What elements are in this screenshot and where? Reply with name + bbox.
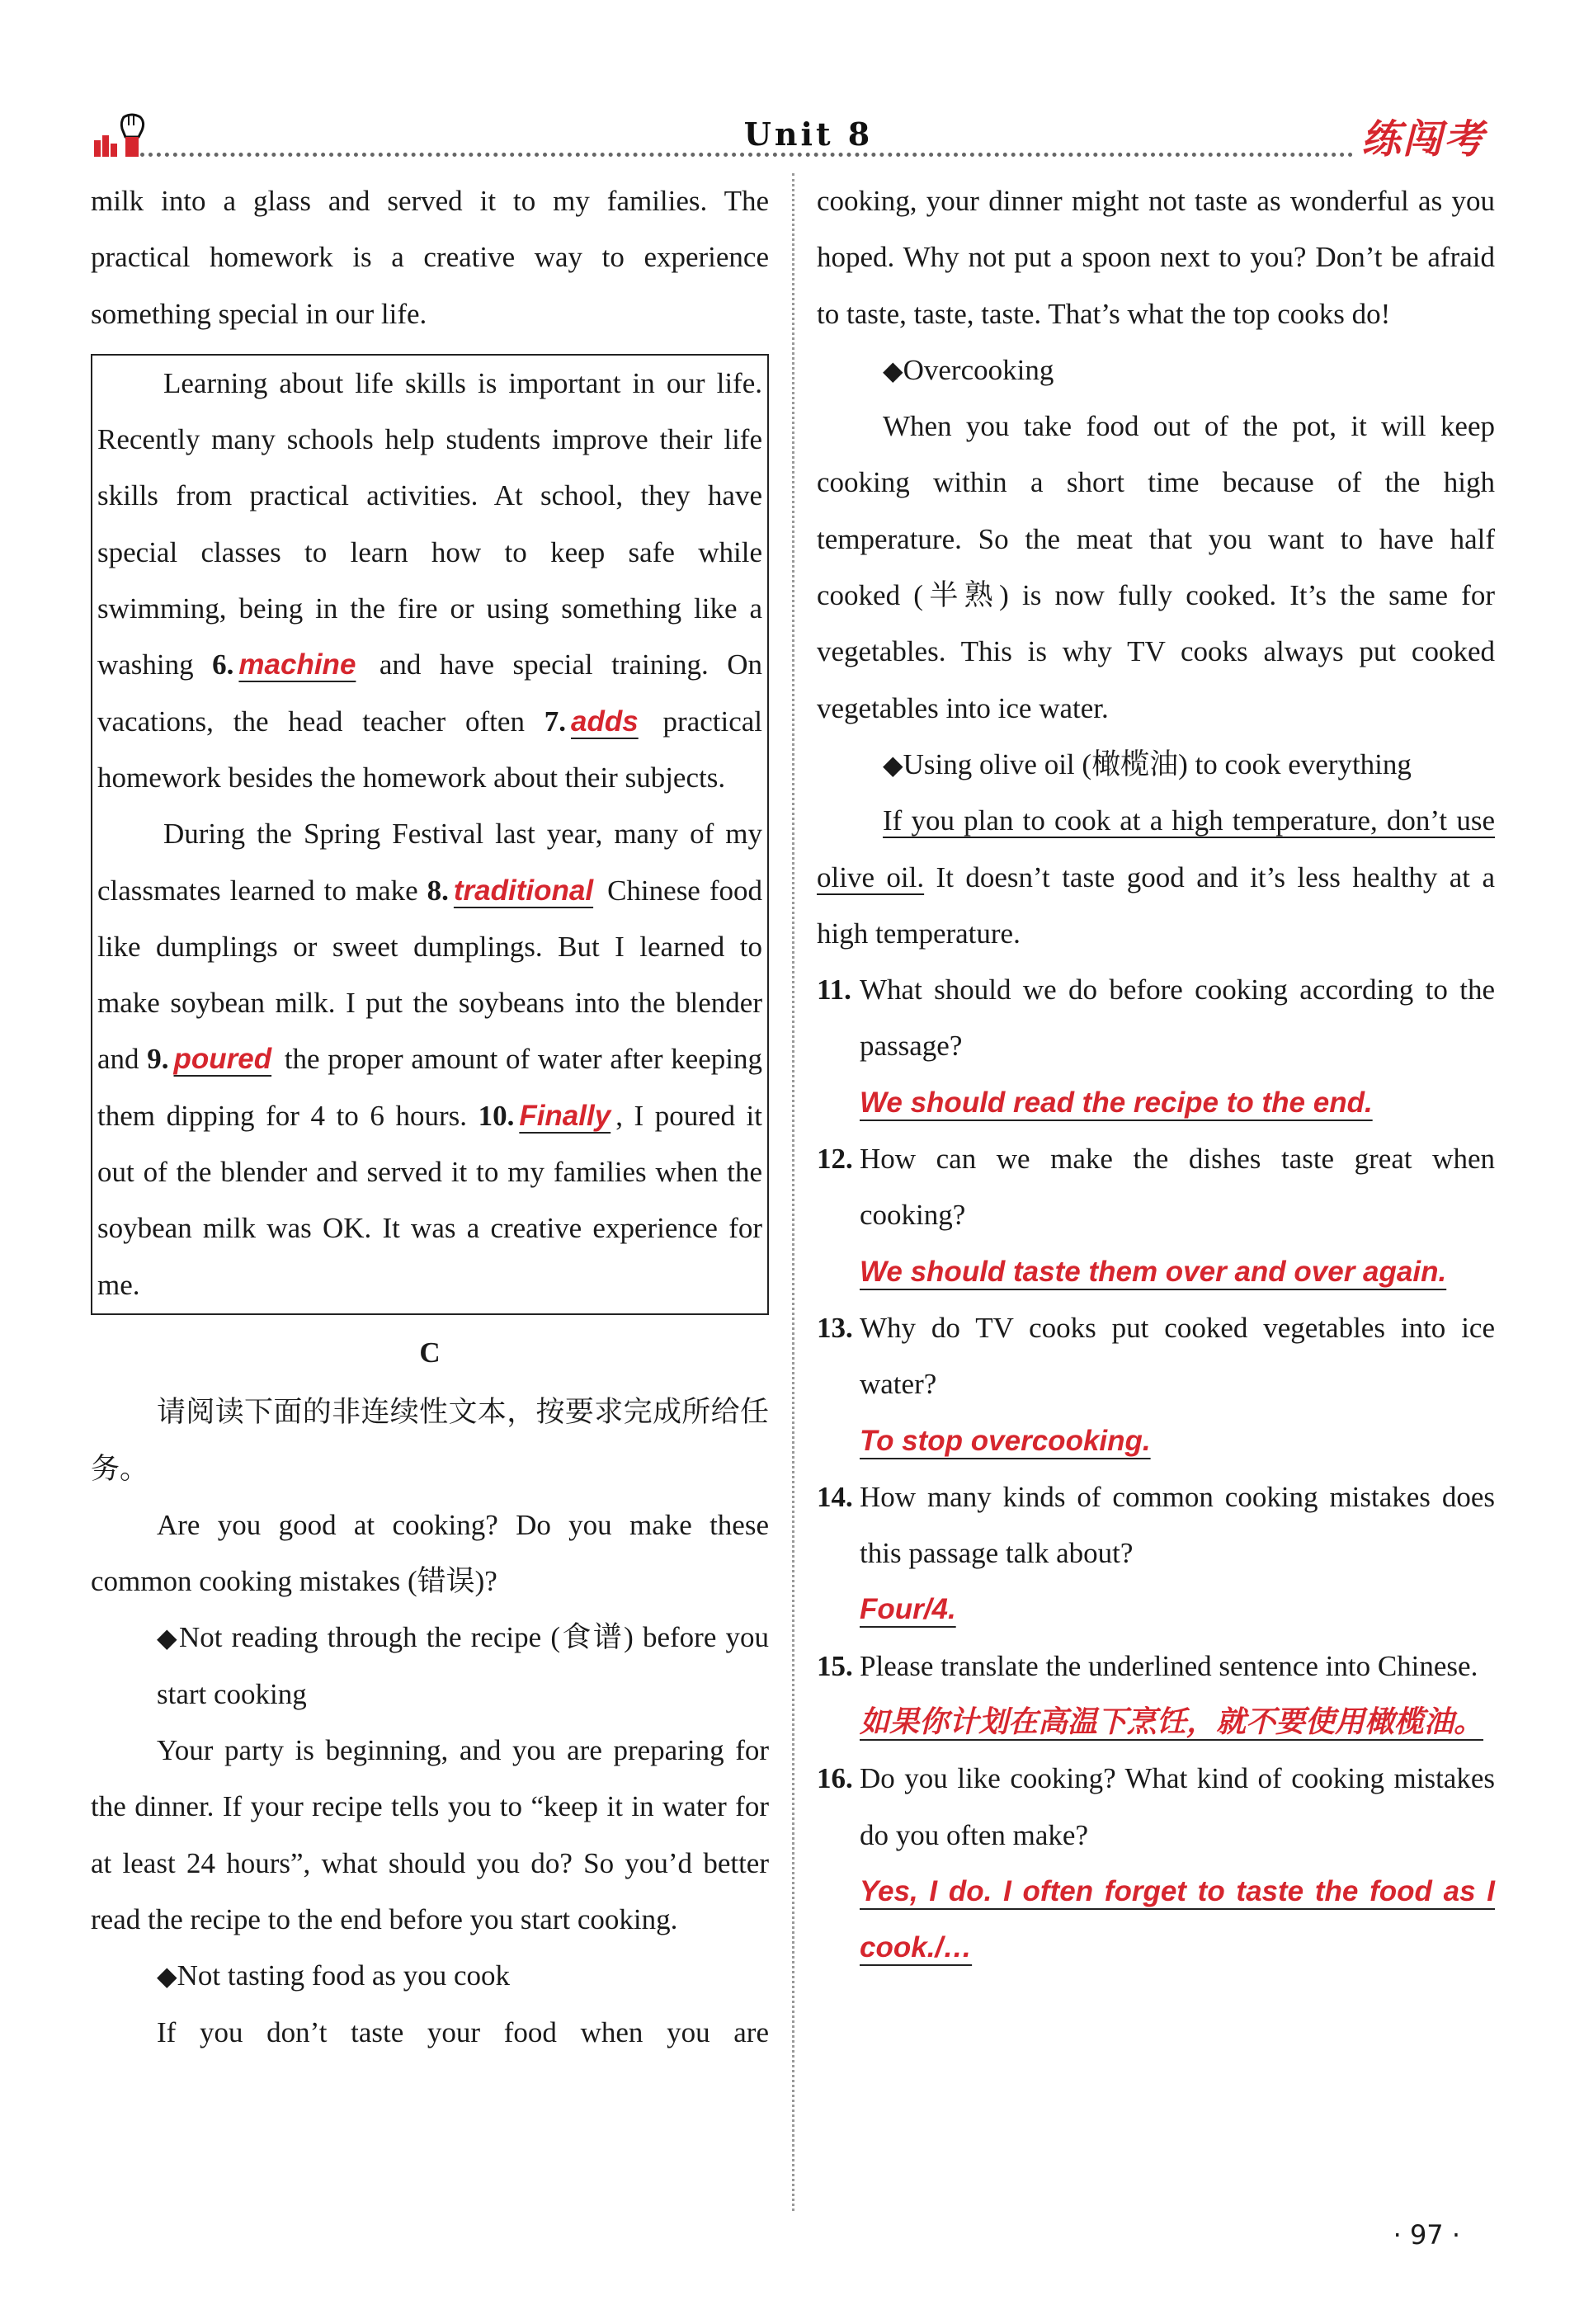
heading-text: Overcooking xyxy=(903,353,1054,386)
question-text: What should we do before cooking according to the passage? xyxy=(860,973,1495,1063)
text-span: practical homework besides the homework about their subjects. xyxy=(97,705,763,794)
heading-text: Using olive oil (橄榄油) to cook everything xyxy=(903,747,1412,780)
diamond-bullet-icon: ◆ xyxy=(157,1623,180,1653)
question-number: 11. xyxy=(817,973,851,1006)
question-text: How many kinds of common cooking mistakes does this passage talk about? xyxy=(860,1480,1495,1570)
diamond-bullet-icon: ◆ xyxy=(157,1961,177,1992)
box-paragraph-1 xyxy=(97,356,762,806)
mistake-paragraph-1: Your party is beginning, and you are preparing for the dinner. If your recipe tells you to “keep it in water for at least 24 hours”, what should you do? So you’d better read the recipe to the end before you start cooking. xyxy=(91,1734,769,1935)
answer-text: Four/4. xyxy=(860,1593,956,1626)
text-span: the proper amount of water after keeping them dipping for 4 to 6 hours. xyxy=(97,1043,762,1132)
answer-13 xyxy=(817,1413,1495,1469)
passage-box xyxy=(91,354,769,1315)
mistake-heading-2 xyxy=(91,1948,769,2004)
question-number: 13. xyxy=(817,1311,853,1344)
text-span: and have special training. On vacations, the head teacher often xyxy=(97,648,763,738)
blank-9-answer: poured xyxy=(173,1043,272,1076)
mistake-heading-3 xyxy=(817,342,1495,398)
page-header xyxy=(91,107,1493,165)
answer-15 xyxy=(817,1695,1495,1751)
box-paragraph-2 xyxy=(97,806,762,1313)
text-span: It doesn’t taste good and it’s less healthy at a high temperature. xyxy=(817,860,1496,950)
blank-8-number: 8. xyxy=(427,874,449,907)
question-number: 14. xyxy=(817,1480,853,1513)
answer-text: We should taste them over and over again. xyxy=(860,1255,1447,1288)
question-13 xyxy=(817,1300,1495,1413)
answer-14 xyxy=(817,1582,1495,1638)
mistake-paragraph-4 xyxy=(817,793,1495,962)
underlined-sentence: If you plan to cook at a high temperature, don’t use olive oil. xyxy=(817,804,1495,893)
question-number: 12. xyxy=(817,1143,853,1176)
answer-text: We should read the recipe to the end. xyxy=(860,1086,1373,1119)
mistake-heading-1 xyxy=(91,1610,769,1723)
blank-6-number: 6. xyxy=(212,648,234,681)
diamond-bullet-icon: ◆ xyxy=(883,749,903,780)
unit-title: Unit 8 xyxy=(718,115,899,153)
question-15 xyxy=(817,1638,1495,1695)
question-12 xyxy=(817,1131,1495,1244)
question-text: Why do TV cooks put cooked vegetables into ice water? xyxy=(860,1311,1495,1401)
answer-16 xyxy=(817,1864,1495,1977)
diamond-bullet-icon: ◆ xyxy=(883,355,903,385)
answer-text: Yes, I do. I often forget to taste the food as I cook./… xyxy=(860,1874,1495,1964)
text-span: Chinese food like dumplings or sweet dumplings. But I learned to make soybean milk. I put the soybeans into the blender and xyxy=(97,874,762,1076)
mistake-paragraph-2-start: If you don’t taste your food when you are xyxy=(157,2015,769,2048)
question-number: 16. xyxy=(817,1762,853,1795)
blank-7-number: 7. xyxy=(544,705,567,738)
section-c-title: C xyxy=(419,1336,441,1369)
question-14 xyxy=(817,1469,1495,1582)
fist-logo-icon xyxy=(91,111,157,160)
blank-10-number: 10. xyxy=(478,1099,515,1132)
heading-text: Not reading through the recipe (食谱) before you start cooking xyxy=(157,1621,770,1710)
answer-text: 如果你计划在高温下烹饪，就不要使用橄榄油。 xyxy=(860,1705,1484,1740)
heading-text: Not tasting food as you cook xyxy=(177,1959,511,1992)
blank-9-number: 9. xyxy=(147,1043,169,1076)
blank-8-answer: traditional xyxy=(453,874,594,907)
question-number: 15. xyxy=(817,1649,853,1682)
mistake-heading-4 xyxy=(817,737,1495,793)
answer-11 xyxy=(817,1075,1495,1131)
left-column xyxy=(91,173,769,2061)
mistake-paragraph-2-continued: cooking, your dinner might not taste as wonderful as you hoped. Why not put a spoon next to you? Don’t be afraid to taste, taste, taste. That’s what the top cooks do! xyxy=(817,185,1495,330)
blank-7-answer: adds xyxy=(571,705,639,738)
intro-paragraph: milk into a glass and served it to my families. The practical homework is a creative way to experience something special in our life. xyxy=(91,185,769,330)
chinese-instruction: 请阅读下面的非连续性文本，按要求完成所给任务。 xyxy=(91,1396,769,1485)
question-text: How can we make the dishes taste great when cooking? xyxy=(860,1143,1495,1232)
blank-10-answer: Finally xyxy=(519,1099,611,1132)
question-text: Do you like cooking? What kind of cooking mistakes do you often make? xyxy=(860,1762,1495,1851)
answer-12 xyxy=(817,1244,1495,1300)
answer-text: To stop overcooking. xyxy=(860,1424,1151,1457)
right-column xyxy=(817,173,1495,1977)
question-11 xyxy=(817,962,1495,1075)
brand-logo: 练闯考 xyxy=(1353,107,1493,164)
mistake-paragraph-3: When you take food out of the pot, it will keep cooking within a short time because of the high temperature. So the meat that you want to have half cooked (半熟) is now fully cooked. It’s the same for vegetables. This is why TV cooks always put cooked vegetables into ice water. xyxy=(817,410,1495,724)
blank-6-answer: machine xyxy=(238,648,356,681)
question-16 xyxy=(817,1751,1495,1864)
question-list xyxy=(817,962,1495,1976)
text-span: Learning about life skills is important in our life. Recently many schools help students improve their life skills from practical activities. At school, they have special classes to learn how to keep safe while swimming, being in the fire or using something like a washing xyxy=(97,366,762,681)
column-divider xyxy=(792,173,794,2211)
text-span: , I poured it out of the blender and served it to my families when the soybean milk was OK. It was a creative experience for me. xyxy=(97,1099,762,1301)
question-text: Please translate the underlined sentence into Chinese. xyxy=(860,1649,1478,1682)
passage-intro: Are you good at cooking? Do you make these common cooking mistakes (错误)? xyxy=(91,1508,769,1598)
page-number: · 97 · xyxy=(1393,2219,1460,2251)
header-dotted-rule xyxy=(140,153,1493,157)
text-span: During the Spring Festival last year, many of my classmates learned to make xyxy=(97,818,762,907)
